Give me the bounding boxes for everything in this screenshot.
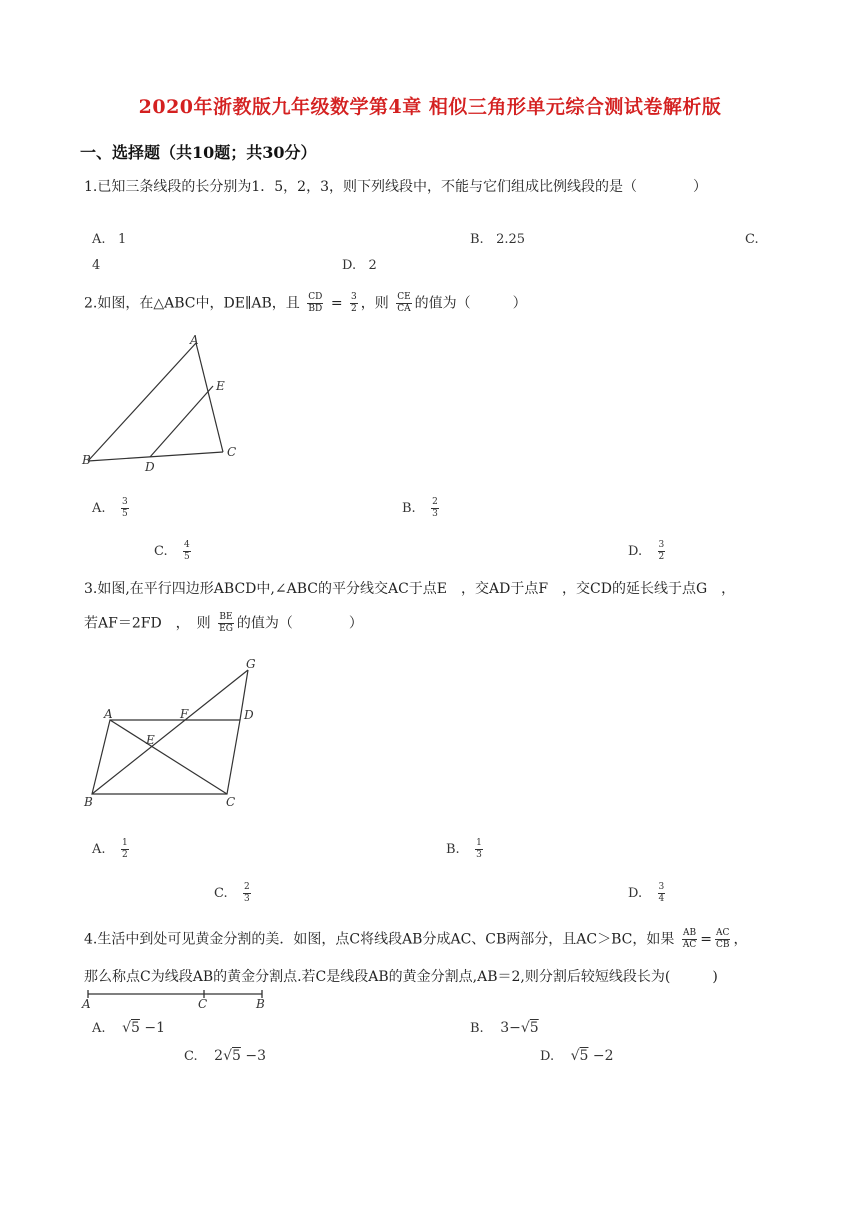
option-label: A. bbox=[92, 1021, 106, 1036]
q3-option-d[interactable]: D. $\frac{3}{4}$ bbox=[628, 882, 665, 904]
question-4-line2: 那么称点C为线段AB的黄金分割点.若C是线段AB的黄金分割点,AB＝2,则分割后较短线段长为( ) bbox=[84, 969, 718, 985]
question-3-line1: 3.如图,在平行四边形ABCD中,∠ABC的平分线交AC于点E ，交AD于点F ，交CD的延长线于点G ， bbox=[84, 581, 736, 597]
q2-text-part: ，则 bbox=[360, 295, 389, 312]
page-title: 2020年浙教版九年级数学第4章 相似三角形单元综合测试卷解析版 bbox=[138, 96, 722, 118]
q3-option-c[interactable]: C. $\frac{2}{3}$ bbox=[214, 882, 250, 904]
fraction-ab-ac: $\frac{AB}{AC}$ bbox=[682, 928, 697, 950]
q3-option-b[interactable]: B. $\frac{1}{3}$ bbox=[446, 838, 482, 860]
label-c: C bbox=[227, 445, 237, 459]
option-label: B. bbox=[470, 1021, 484, 1036]
q2-option-a[interactable]: A. $\frac{3}{5}$ bbox=[92, 497, 128, 519]
label-e: E bbox=[216, 379, 225, 393]
q1-option-d[interactable] bbox=[342, 258, 377, 273]
q2-option-c[interactable]: C. $\frac{4}{5}$ bbox=[154, 540, 190, 562]
q3-text-part: 的值为（ ） bbox=[236, 615, 363, 632]
equals-sign: = bbox=[330, 295, 343, 312]
label-e: E bbox=[146, 733, 155, 747]
q1-option-b[interactable] bbox=[470, 232, 525, 247]
segment-ac bbox=[196, 343, 223, 452]
option-label: A. bbox=[92, 501, 106, 516]
option-label: C. bbox=[184, 1049, 198, 1064]
question-4-line1 bbox=[84, 928, 747, 951]
option-label: B. bbox=[402, 501, 416, 516]
q2-option-d[interactable]: D. $\frac{3}{2}$ bbox=[628, 540, 665, 562]
q2-text-part: 2.如图，在△ABC中，DE∥AB，且 bbox=[84, 295, 300, 312]
q1-option-c-label[interactable]: C. bbox=[745, 232, 759, 247]
q2-triangle-figure bbox=[78, 328, 258, 478]
label-b: B bbox=[82, 453, 91, 467]
equals-sign: = bbox=[700, 931, 712, 948]
option-label: A. bbox=[92, 232, 106, 247]
fraction-ce-ca: $\frac{CE}{CA}$ bbox=[397, 292, 411, 314]
q2-text-part: 的值为（ ） bbox=[414, 295, 527, 312]
option-label: D. bbox=[342, 258, 357, 273]
label-d: D bbox=[244, 708, 254, 722]
label-a: A bbox=[190, 333, 199, 347]
option-value: 2.25 bbox=[496, 232, 526, 247]
option-label: D. bbox=[540, 1049, 555, 1064]
section-heading: 一、选择题（共10题；共30分） bbox=[80, 143, 317, 162]
option-label: D. bbox=[628, 886, 643, 901]
option-label: B. bbox=[446, 842, 460, 857]
label-b: B bbox=[256, 997, 265, 1011]
label-a: A bbox=[104, 707, 113, 721]
option-label: B. bbox=[470, 232, 484, 247]
q1-option-c-value: 4 bbox=[92, 258, 101, 273]
q4-option-c[interactable]: C. 2√5 −3 bbox=[184, 1048, 267, 1064]
q3-parallelogram-figure bbox=[80, 652, 280, 812]
fraction-ac-cb: $\frac{AC}{CB}$ bbox=[715, 928, 730, 950]
label-c: C bbox=[226, 795, 236, 809]
option-label: A. bbox=[92, 842, 106, 857]
option-value: 1 bbox=[117, 232, 127, 247]
segment-ab bbox=[88, 343, 196, 461]
option-label: C. bbox=[154, 544, 168, 559]
q4-text-part: 4.生活中到处可见黄金分割的美．如图，点C将线段AB分成AC、CB两部分，且AC＞BC，如果 bbox=[84, 931, 675, 948]
label-g: G bbox=[246, 657, 256, 671]
label-b: B bbox=[84, 795, 93, 809]
parallelogram-abcd bbox=[92, 720, 240, 794]
segment-ac bbox=[110, 720, 227, 794]
q3-text-part: 若AF＝2FD ， 则 bbox=[84, 615, 211, 632]
q3-option-a[interactable]: A. $\frac{1}{2}$ bbox=[92, 838, 128, 860]
option-label: D. bbox=[628, 544, 643, 559]
q4-option-d[interactable]: D. √5 −2 bbox=[540, 1048, 614, 1064]
option-label: C. bbox=[214, 886, 228, 901]
option-value: 2 bbox=[368, 258, 377, 273]
label-c: C bbox=[198, 997, 208, 1011]
segment-de bbox=[150, 386, 213, 457]
question-1-text: 1.已知三条线段的长分别为1．5，2，3，则下列线段中，不能与它们组成比例线段的是（ ） bbox=[84, 179, 707, 195]
fraction-cd-bd: $\frac{CD}{BD}$ bbox=[308, 292, 323, 314]
fraction-3-2: $\frac{3}{2}$ bbox=[351, 292, 357, 314]
question-2-text bbox=[84, 292, 527, 315]
q2-option-b[interactable]: B. $\frac{2}{3}$ bbox=[402, 497, 438, 519]
q4-option-a[interactable]: A. √5 −1 bbox=[92, 1020, 165, 1036]
label-f: F bbox=[180, 707, 189, 721]
q4-text-part: ， bbox=[733, 931, 748, 948]
question-3-line2 bbox=[84, 612, 363, 635]
segment-bc bbox=[88, 452, 223, 461]
q4-option-b[interactable]: B. 3−√5 bbox=[470, 1020, 539, 1036]
segment-bg bbox=[92, 670, 248, 794]
fraction-be-eg: $\frac{BE}{EG}$ bbox=[219, 612, 233, 634]
q4-segment-figure bbox=[80, 988, 280, 1012]
q1-option-a[interactable] bbox=[92, 232, 126, 247]
label-d: D bbox=[145, 460, 155, 474]
label-a: A bbox=[82, 997, 91, 1011]
